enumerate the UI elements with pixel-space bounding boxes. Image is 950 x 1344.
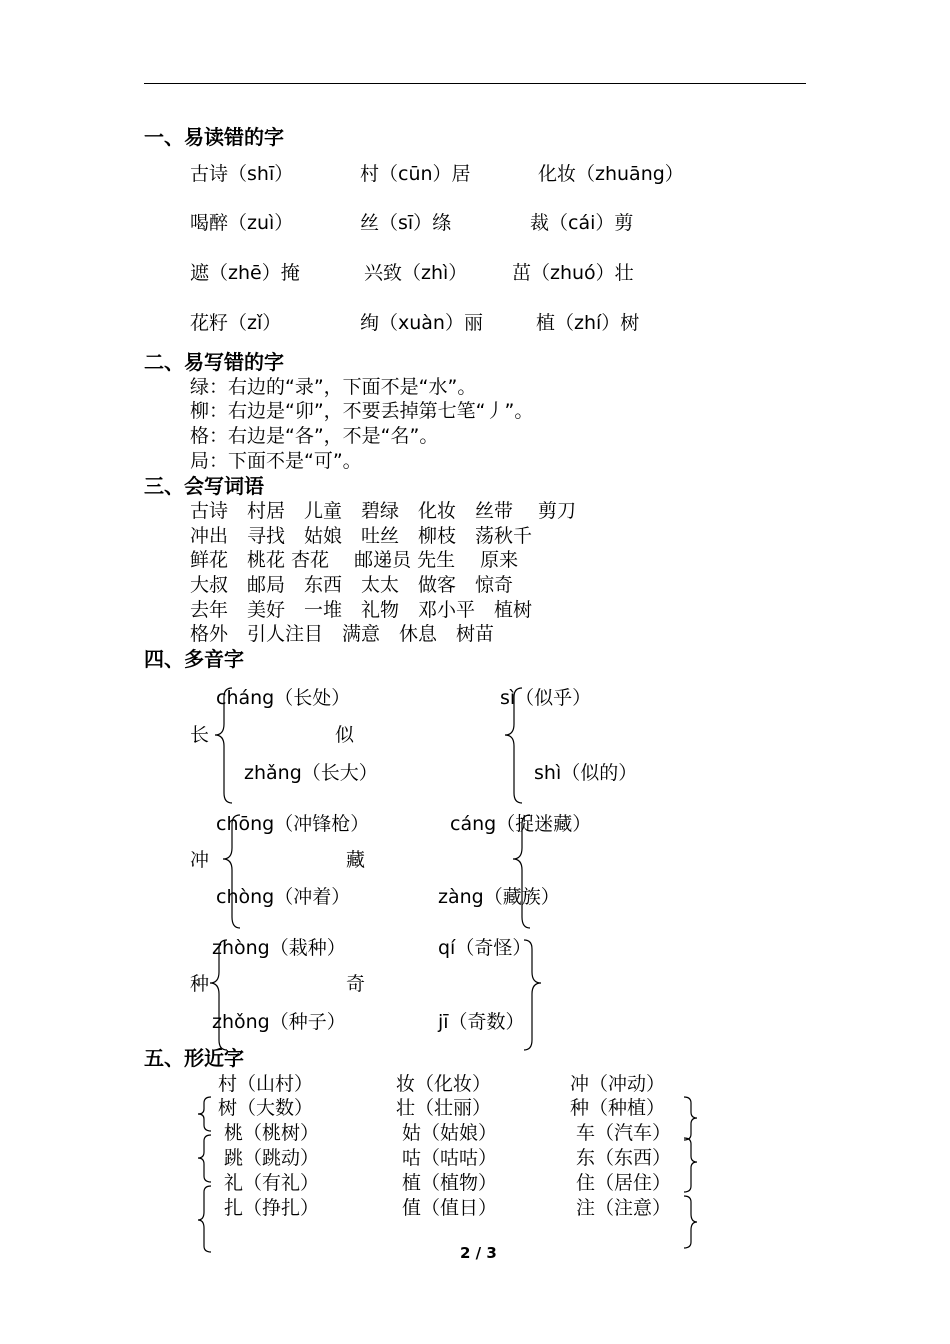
section-1-heading: 一、易读错的字 — [144, 125, 284, 149]
polyphone-reading: shì（似的） — [534, 762, 638, 784]
similar-char-item: 住（居住） — [576, 1172, 672, 1194]
polyphone-reading: zhòng（栽种） — [212, 937, 346, 959]
left-brace — [210, 940, 227, 1050]
polyphone-reading: cáng（捉迷藏） — [450, 813, 592, 835]
right-brace — [684, 1138, 697, 1192]
similar-char-item: 车（汽车） — [576, 1122, 672, 1144]
polyphone-reading: chōng（冲锋枪） — [216, 813, 370, 835]
vocab-line: 冲出 寻找 姑娘 吐丝 柳枝 荡秋千 — [190, 525, 533, 547]
similar-char-item: 植（植物） — [402, 1172, 498, 1194]
left-brace — [198, 1097, 211, 1131]
left-brace — [513, 815, 530, 928]
section-3-heading: 三、会写词语 — [144, 474, 264, 498]
vocab-line: 大叔 邮局 东西 太太 做客 惊奇 — [190, 574, 514, 596]
word-item: 化妆（zhuāng） — [538, 163, 684, 185]
polyphone-reading: cháng（长处） — [216, 687, 351, 709]
polyphone-reading: jī（奇数） — [438, 1011, 525, 1033]
polyphone-reading: zhǒng（种子） — [212, 1011, 346, 1033]
word-item: 村（cūn）居 — [360, 163, 471, 185]
polyphone-reading: sì（似乎） — [500, 687, 592, 709]
polyphone-reading: qí（奇怪） — [438, 937, 532, 959]
right-brace — [684, 1196, 697, 1248]
left-brace — [198, 1135, 211, 1182]
word-item: 丝（sī）绦 — [360, 212, 452, 234]
left-brace — [505, 688, 522, 803]
vocab-line: 古诗 村居 儿童 碧绿 化妆 丝带 剪刀 — [190, 500, 577, 522]
vocab-line: 格外 引人注目 满意 休息 树苗 — [190, 623, 495, 645]
page-number: 2 / 3 — [460, 1244, 497, 1262]
left-brace — [198, 1186, 211, 1252]
right-brace — [684, 1097, 697, 1140]
similar-char-item: 壮（壮丽） — [396, 1097, 492, 1119]
section-5-heading: 五、形近字 — [144, 1046, 244, 1070]
similar-char-item: 妆（化妆） — [396, 1073, 492, 1095]
word-item: 花籽（zǐ） — [190, 312, 282, 334]
similar-char-item: 东（东西） — [576, 1147, 672, 1169]
section-2-heading: 二、易写错的字 — [144, 350, 284, 374]
polyphone-char: 长 — [190, 724, 210, 746]
similar-char-item: 冲（冲动） — [570, 1073, 666, 1095]
polyphone-reading: zàng（藏族） — [438, 886, 560, 908]
left-brace — [223, 815, 240, 928]
word-item: 兴致（zhì） — [364, 262, 468, 284]
word-item: 喝醉（zuì） — [190, 212, 294, 234]
similar-char-item: 注（注意） — [576, 1197, 672, 1219]
polyphone-char: 藏 — [346, 849, 366, 871]
similar-char-item: 种（种植） — [570, 1097, 666, 1119]
word-item: 裁（cái）剪 — [530, 212, 634, 234]
similar-char-item: 姑（姑娘） — [402, 1122, 498, 1144]
similar-char-item: 村（山村） — [218, 1073, 314, 1095]
right-brace — [524, 940, 541, 1050]
similar-char-item: 扎（挣扎） — [224, 1197, 320, 1219]
similar-char-item: 礼（有礼） — [224, 1172, 320, 1194]
left-brace — [215, 688, 232, 803]
note-line: 格：右边是“各”，不是“名”。 — [190, 425, 439, 447]
word-item: 植（zhí）树 — [536, 312, 640, 334]
similar-char-item: 咕（咕咕） — [402, 1147, 498, 1169]
vocab-line: 去年 美好 一堆 礼物 邓小平 植树 — [190, 599, 533, 621]
note-line: 局：下面不是“可”。 — [190, 450, 362, 472]
section-4-heading: 四、多音字 — [144, 647, 244, 671]
similar-char-item: 树（大数） — [218, 1097, 314, 1119]
word-item: 茁（zhuó）壮 — [512, 262, 634, 284]
word-item: 绚（xuàn）丽 — [360, 312, 483, 334]
polyphone-char: 冲 — [190, 849, 210, 871]
similar-char-item: 值（值日） — [402, 1197, 498, 1219]
similar-char-item: 桃（桃树） — [224, 1122, 320, 1144]
polyphone-reading: zhǎng（长大） — [244, 762, 378, 784]
polyphone-char: 似 — [335, 724, 355, 746]
word-item: 遮（zhē）掩 — [190, 262, 300, 284]
polyphone-char: 奇 — [346, 973, 366, 995]
note-line: 柳：右边是“卯”，不要丢掉第七笔“丿”。 — [190, 400, 534, 422]
polyphone-char: 种 — [190, 973, 210, 995]
word-item: 古诗（shī） — [190, 163, 294, 185]
note-line: 绿：右边的“录”，下面不是“水”。 — [190, 376, 477, 398]
polyphone-reading: chòng（冲着） — [216, 886, 351, 908]
vocab-line: 鲜花 桃花 杏花 邮递员 先生 原来 — [190, 549, 519, 571]
similar-char-item: 跳（跳动） — [224, 1147, 320, 1169]
